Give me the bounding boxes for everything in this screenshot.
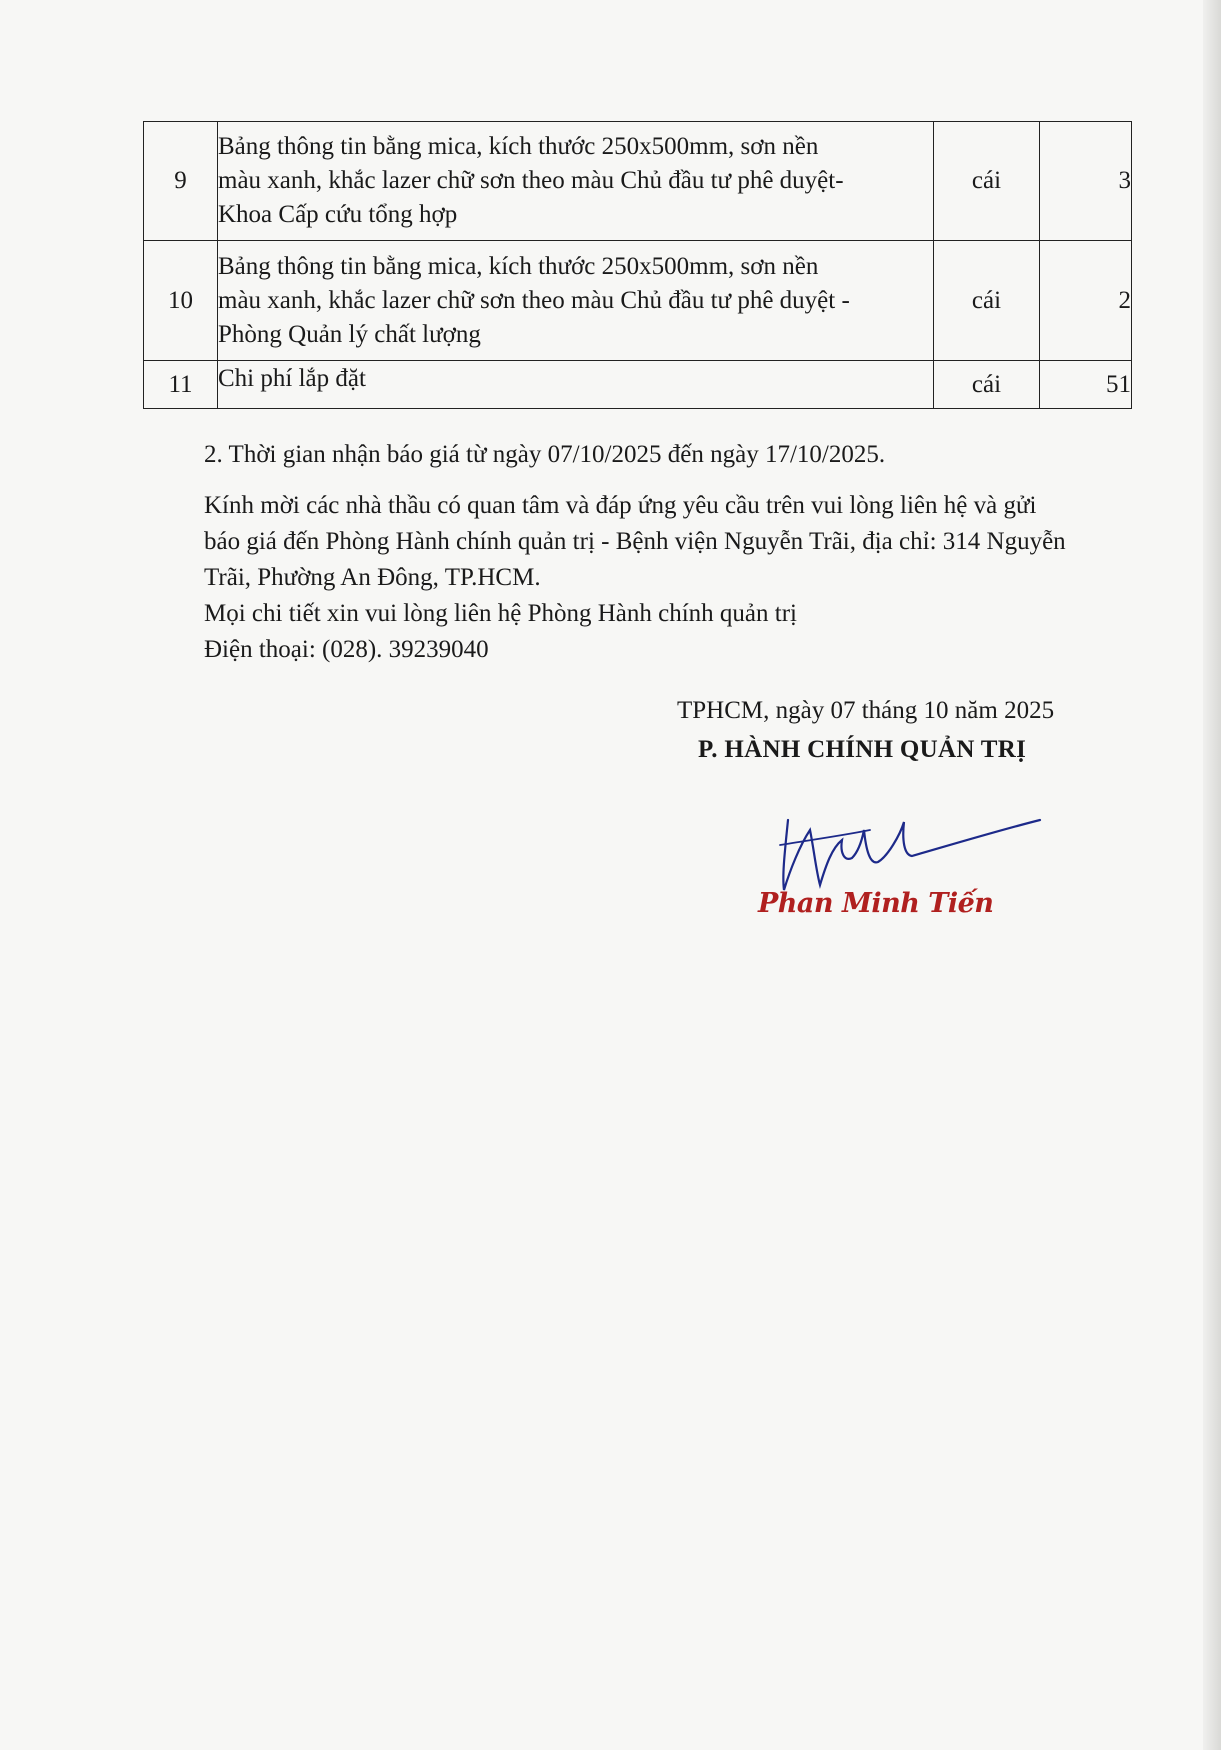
row-unit: cái (934, 241, 1040, 361)
description-line: Chi phí lắp đặt (218, 365, 366, 392)
row-unit: cái (934, 361, 1040, 409)
phone-text: Điện thoại: (028). 39239040 (204, 636, 489, 663)
description-line: Bảng thông tin bằng mica, kích thước 250x500mm, sơn nền (218, 252, 819, 280)
signing-department: P. HÀNH CHÍNH QUẢN TRỊ (698, 736, 1027, 763)
row-description (218, 361, 934, 409)
table-row (144, 241, 1132, 361)
description-line: màu xanh, khắc lazer chữ sơn theo màu Chủ đầu tư phê duyệt - (218, 286, 850, 314)
contact-detail-text: Mọi chi tiết xin vui lòng liên hệ Phòng Hành chính quản trị (204, 600, 797, 627)
paragraph-line: Trãi, Phường An Đông, TP.HCM. (204, 564, 541, 591)
row-description (218, 122, 934, 241)
table-row (144, 361, 1132, 409)
row-quantity: 51 (1040, 361, 1132, 409)
row-quantity: 2 (1040, 241, 1132, 361)
paragraph-line: báo giá đến Phòng Hành chính quản trị - Bệnh viện Nguyễn Trãi, địa chỉ: 314 Nguyễn (204, 528, 1066, 555)
row-number: 9 (144, 122, 218, 241)
signer-name: Phan Minh Tiến (758, 888, 994, 919)
row-number: 10 (144, 241, 218, 361)
description-line: Khoa Cấp cứu tổng hợp (218, 201, 458, 228)
table-row (144, 122, 1132, 241)
page-edge-shadow (1203, 0, 1221, 1750)
row-unit: cái (934, 122, 1040, 241)
description-line: Bảng thông tin bằng mica, kích thước 250x500mm, sơn nền (218, 133, 819, 160)
sign-date: TPHCM, ngày 07 tháng 10 năm 2025 (677, 697, 1055, 724)
description-line: màu xanh, khắc lazer chữ sơn theo màu Chủ đầu tư phê duyệt- (218, 167, 844, 194)
row-number: 11 (144, 361, 218, 409)
description-line: Phòng Quản lý chất lượng (218, 320, 481, 348)
items-table (143, 121, 1132, 409)
row-description (218, 241, 934, 361)
invitation-paragraph (204, 488, 1124, 596)
quote-period-text: 2. Thời gian nhận báo giá từ ngày 07/10/2025 đến ngày 17/10/2025. (204, 441, 886, 468)
row-quantity: 3 (1040, 122, 1132, 241)
paragraph-line: Kính mời các nhà thầu có quan tâm và đáp ứng yêu cầu trên vui lòng liên hệ và gửi (204, 492, 1037, 519)
